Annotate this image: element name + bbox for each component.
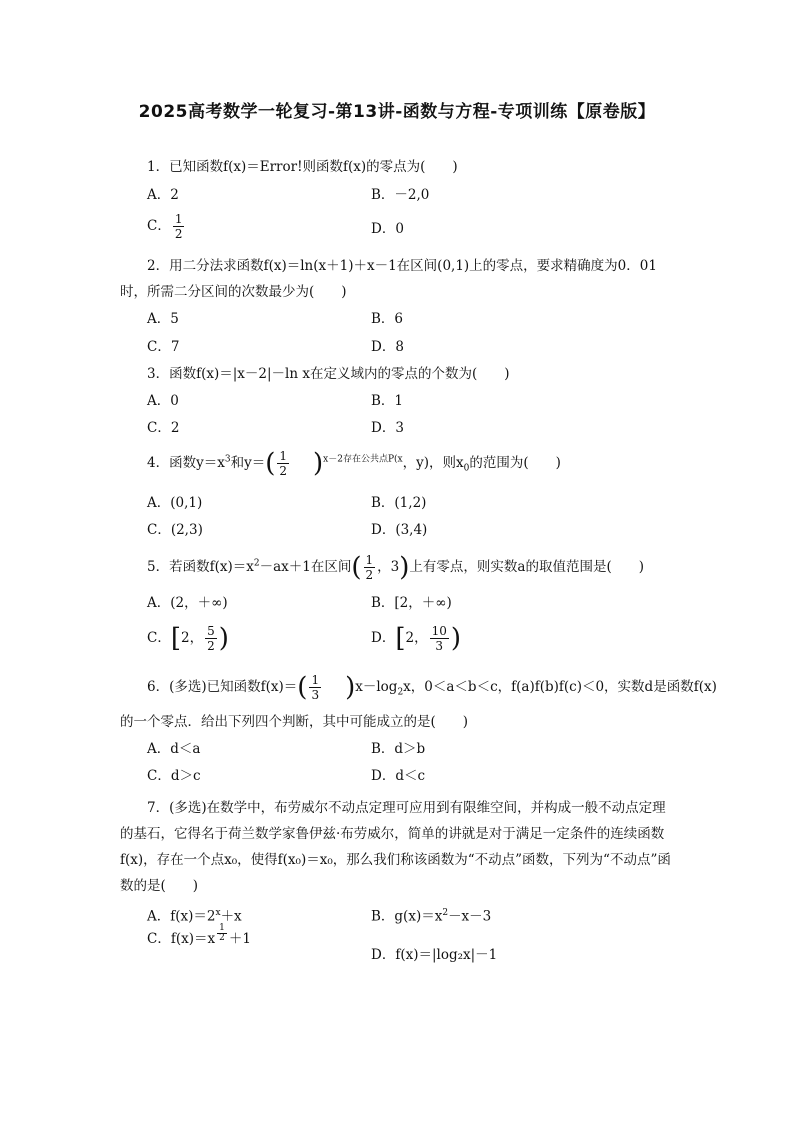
q5-stem-part-c: 上有零点，则实数a的取值范围是( ) — [409, 559, 644, 575]
q3-option-c: C．2 — [147, 420, 180, 436]
q4-stem-part-d: ，y — [402, 455, 424, 471]
q7-option-b-pre: B．g(x)＝x — [371, 908, 443, 925]
q4-stem-part-f: 的范围为( ) — [469, 455, 561, 471]
fraction-numerator: 5 — [207, 624, 215, 638]
q4-stem-part-e: )，则x — [423, 455, 464, 471]
fraction-denominator: 2 — [365, 568, 374, 582]
q5-option-d-lower: 2， — [405, 630, 428, 646]
question-5-stem — [147, 553, 644, 582]
q3-option-d: D．3 — [371, 420, 404, 436]
q7-option-c-pre: C．f(x)＝x — [147, 931, 216, 947]
q7-option-c — [147, 923, 251, 949]
q6-fraction — [309, 673, 321, 702]
left-bracket: [ — [170, 623, 181, 654]
q7-option-c-post: ＋1 — [228, 931, 251, 947]
question-6-stem-line2: 的一个零点．给出下列四个判断，其中可能成立的是( ) — [120, 714, 469, 730]
q4-subscript: 0 — [463, 463, 470, 474]
q1-option-c — [147, 212, 186, 241]
left-bracket: [ — [395, 623, 406, 654]
left-paren: ( — [265, 448, 276, 479]
q5-interval-tail: ，3 — [377, 559, 400, 575]
fraction-denominator: 2 — [279, 464, 288, 478]
q4-option-c: C．(2,3) — [147, 522, 203, 538]
q7-option-a-post: ＋x — [220, 908, 242, 925]
q2-option-b: B．6 — [371, 311, 404, 327]
right-paren: ) — [345, 672, 356, 703]
page-title: 2025高考数学一轮复习-第13讲-函数与方程-专项训练【原卷版】 — [138, 102, 656, 122]
q5-option-c-fraction — [205, 624, 217, 653]
fraction-numerator: 10 — [431, 624, 447, 638]
question-4-stem — [147, 449, 561, 478]
q5-option-c-lower: 2， — [181, 630, 204, 646]
q5-option-c — [147, 624, 229, 653]
q3-option-a: A．0 — [147, 393, 179, 409]
q1-option-b: B．－2,0 — [371, 187, 430, 203]
left-paren: ( — [297, 672, 308, 703]
q7-option-a-pre: A．f(x)＝2 — [147, 908, 216, 925]
q5-fraction — [364, 553, 376, 582]
q7-option-a — [147, 904, 242, 926]
q6-stem-part-b: x－log — [355, 679, 398, 695]
q1-option-d: D．0 — [371, 221, 404, 237]
q5-option-d-label: D． — [371, 630, 396, 646]
q6-option-a: A．d＜a — [147, 741, 201, 757]
q6-stem-part-a: 6．(多选)已知函数f(x)＝ — [147, 679, 298, 695]
q5-stem-part-a: 5．若函数f(x)＝x — [147, 559, 254, 575]
q7-option-d: D．f(x)＝|log₂x|－1 — [371, 947, 498, 963]
q7-option-c-exponent-fraction — [217, 924, 227, 943]
fraction-denominator: 2 — [207, 639, 215, 653]
fraction-denominator: 3 — [435, 639, 444, 653]
question-1-stem: 1．已知函数f(x)＝Error!则函数f(x)的零点为( ) — [147, 159, 458, 175]
fraction-numerator: 1 — [311, 673, 320, 687]
q5-option-d — [371, 624, 461, 653]
q5-stem-part-b: －ax＋1在区间 — [259, 559, 352, 575]
q4-stem-part-b: 和y＝ — [230, 455, 266, 471]
q5-option-a: A．(2，＋∞) — [147, 595, 228, 611]
q6-stem-part-c: x，0＜a＜b＜c，f(a)f(b)f(c)＜0，实数d是函数f(x) — [403, 679, 717, 695]
q4-exponent: 3 — [224, 454, 231, 465]
fraction-denominator: 2 — [174, 227, 183, 241]
q6-option-c: C．d＞c — [147, 768, 201, 784]
q2-option-a: A．5 — [147, 311, 179, 327]
q4-fraction — [277, 449, 289, 478]
q7-option-b — [371, 904, 491, 926]
right-paren: ) — [218, 623, 229, 654]
q4-stem-part-a: 4．函数y＝x — [147, 455, 225, 471]
q7-option-a-exponent: x — [215, 908, 221, 918]
q4-option-d: D．(3,4) — [371, 522, 428, 538]
right-paren: ) — [450, 623, 462, 654]
q4-option-b: B．(1,2) — [371, 495, 427, 511]
question-7-stem: 7．(多选)在数学中，布劳威尔不动点定理可应用到有限维空间，并构成一般不动点定理的基石，它得名于荷兰数学家鲁伊兹·布劳威尔，简单的讲就是对于满足一定条件的连续函数f(x)，存在一个点x₀，使得f(x₀)＝x₀，那么我们称该函数为“不动点”函数，下列为“不动点”函数的是( ) — [120, 800, 671, 894]
q5-option-c-label: C． — [147, 630, 171, 646]
fraction-numerator: 1 — [219, 923, 225, 933]
q1-option-c-label: C． — [147, 218, 171, 234]
right-paren: ) — [399, 552, 410, 583]
q6-subscript: 2 — [397, 687, 404, 698]
q1-option-c-fraction — [173, 212, 185, 241]
q4-exponent-expression: x－2存在公共点P(x — [323, 454, 403, 465]
question-6-stem — [147, 673, 717, 702]
q7-option-b-post: －x－3 — [448, 908, 492, 925]
q1-option-a: A．2 — [147, 187, 179, 203]
q5-option-d-fraction — [430, 624, 449, 653]
question-2-stem: 2．用二分法求函数f(x)＝ln(x＋1)＋x－1在区间(0,1)上的零点，要求精确度为0．01时，所需二分区间的次数最少为( ) — [120, 258, 657, 300]
q2-option-d: D．8 — [371, 339, 404, 355]
q6-option-b: B．d＞b — [371, 741, 426, 757]
q4-option-a: A．(0,1) — [147, 495, 203, 511]
fraction-numerator: 1 — [279, 449, 288, 463]
q3-option-b: B．1 — [371, 393, 404, 409]
q2-option-c: C．7 — [147, 339, 180, 355]
q7-option-b-exponent: 2 — [442, 908, 449, 918]
q6-option-d: D．d＜c — [371, 768, 426, 784]
fraction-denominator: 3 — [311, 688, 320, 702]
q5-option-b: B．[2，＋∞) — [371, 595, 452, 611]
right-paren: ) — [313, 448, 324, 479]
fraction-numerator: 1 — [174, 212, 183, 226]
left-paren: ( — [351, 552, 362, 583]
q5-exponent: 2 — [253, 558, 260, 569]
question-3-stem: 3．函数f(x)＝|x－2|－ln x在定义域内的零点的个数为( ) — [147, 366, 510, 382]
fraction-numerator: 1 — [365, 553, 374, 567]
fraction-denominator: 2 — [219, 933, 225, 943]
